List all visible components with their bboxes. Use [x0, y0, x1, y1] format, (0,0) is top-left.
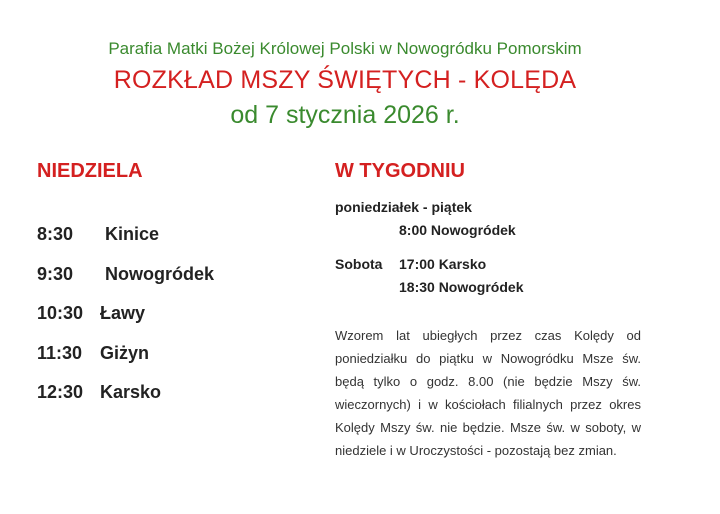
page-subtitle: od 7 stycznia 2026 r.: [230, 101, 460, 129]
saturday-mass-2: 18:30 Nowogródek: [399, 279, 524, 295]
mass-place: Ławy: [100, 303, 146, 323]
weekday-section: [335, 158, 645, 458]
kolęda-note: Wzorem lat ubiegłych przez czas Kolędy od poniedziałku do piątku w Nowogródku Msze św. będą tylko o godz. 8.00 (nie będzie Mszy św. wieczornych) i w kościołach filialnych przez okres Kolędy Mszy św. nie będzie. Msze św. w soboty, w niedziele i w Uroczystości - pozostają bez zmian.: [335, 328, 641, 458]
weekday-heading: W TYGODNIU: [335, 160, 465, 182]
weekday-schedule: [335, 196, 523, 299]
list-item: [37, 343, 214, 383]
sunday-heading: NIEDZIELA: [37, 160, 143, 182]
saturday-row: [335, 253, 523, 276]
list-item: [37, 264, 214, 304]
mass-time: 10:30: [37, 303, 84, 323]
mon-fri-mass: 8:00 Nowogródek: [399, 222, 516, 238]
list-item: [37, 224, 214, 264]
mass-place: Giżyn: [100, 342, 150, 363]
list-item: [37, 303, 214, 343]
mass-place: Karsko: [100, 382, 162, 402]
list-item: [37, 382, 214, 422]
mon-fri-label: poniedziałek - piątek: [335, 199, 472, 215]
mass-time: 11:30: [37, 342, 83, 363]
mass-time: 8:30: [37, 224, 74, 244]
saturday-mass-1: 17:00 Karsko: [399, 256, 487, 272]
mass-place: Kinice: [105, 224, 160, 244]
mass-time: 12:30: [37, 382, 84, 402]
sunday-section: [37, 158, 317, 402]
mass-place: Nowogródek: [105, 263, 215, 284]
page-title: ROZKŁAD MSZY ŚWIĘTYCH - KOLĘDA: [113, 66, 577, 94]
parish-name: Parafia Matki Bożej Królowej Polski w Nowogródku Pomorskim: [108, 39, 582, 58]
sunday-mass-list: [37, 224, 214, 422]
saturday-label: Sobota: [335, 256, 383, 272]
mass-time: 9:30: [37, 263, 74, 284]
